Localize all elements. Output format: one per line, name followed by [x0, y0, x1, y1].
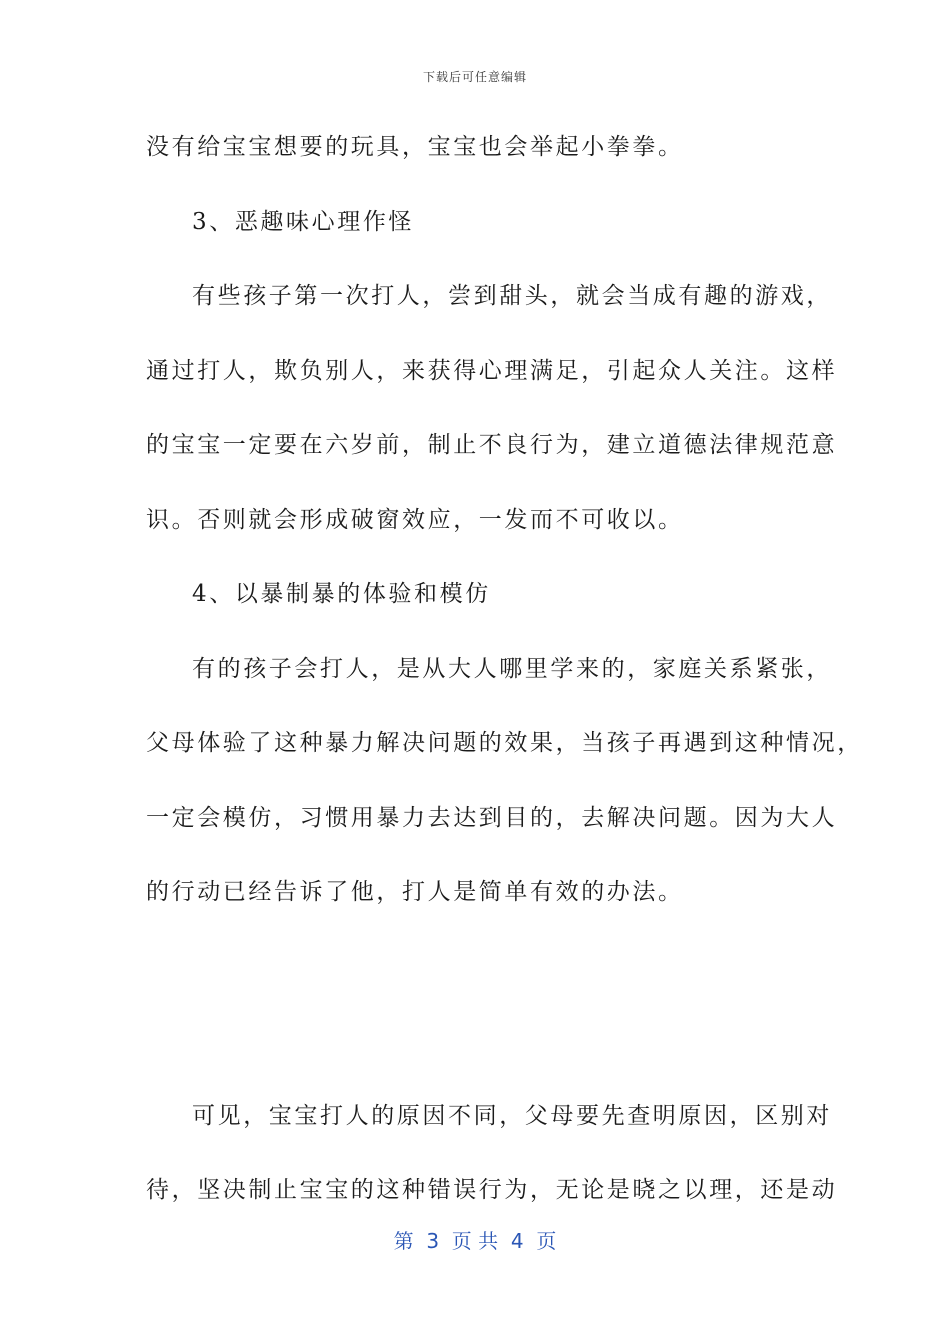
- section-heading: 4、以暴制暴的体验和模仿: [192, 581, 491, 607]
- text-line: 识。否则就会形成破窗效应，一发而不可收以。: [146, 506, 684, 533]
- header-note: 下载后可任意编辑: [422, 70, 527, 84]
- text-line: 没有给宝宝想要的玩具，宝宝也会举起小拳拳。: [146, 134, 684, 160]
- text-line: 通过打人，欺负别人，来获得心理满足，引起众人关注。这样: [146, 357, 838, 384]
- document-body: [146, 126, 863, 1244]
- text-line: 一定会模仿，习惯用暴力去达到目的，去解决问题。因为大人: [146, 804, 838, 831]
- text-line: 有些孩子第一次打人，尝到甜头，就会当成有趣的游戏，: [192, 283, 832, 309]
- text-line: 的行动已经告诉了他，打人是简单有效的办法。: [146, 879, 684, 905]
- text-line: 的宝宝一定要在六岁前，制止不良行为，建立道德法律规范意: [146, 432, 838, 458]
- section-heading: 3、恶趣味心理作怪: [192, 208, 415, 235]
- text-line: 有的孩子会打人，是从大人哪里学来的，家庭关系紧张，: [192, 655, 832, 682]
- page-number-footer: 第 3 页 共 4 页: [393, 1229, 557, 1253]
- text-line: 可见，宝宝打人的原因不同，父母要先查明原因，区别对: [192, 1102, 832, 1129]
- text-line: 待，坚决制止宝宝的这种错误行为，无论是晓之以理，还是动: [146, 1177, 838, 1203]
- paragraph-gap: [146, 946, 836, 1095]
- text-line: 父母体验了这种暴力解决问题的效果，当孩子再遇到这种情况，: [146, 730, 863, 756]
